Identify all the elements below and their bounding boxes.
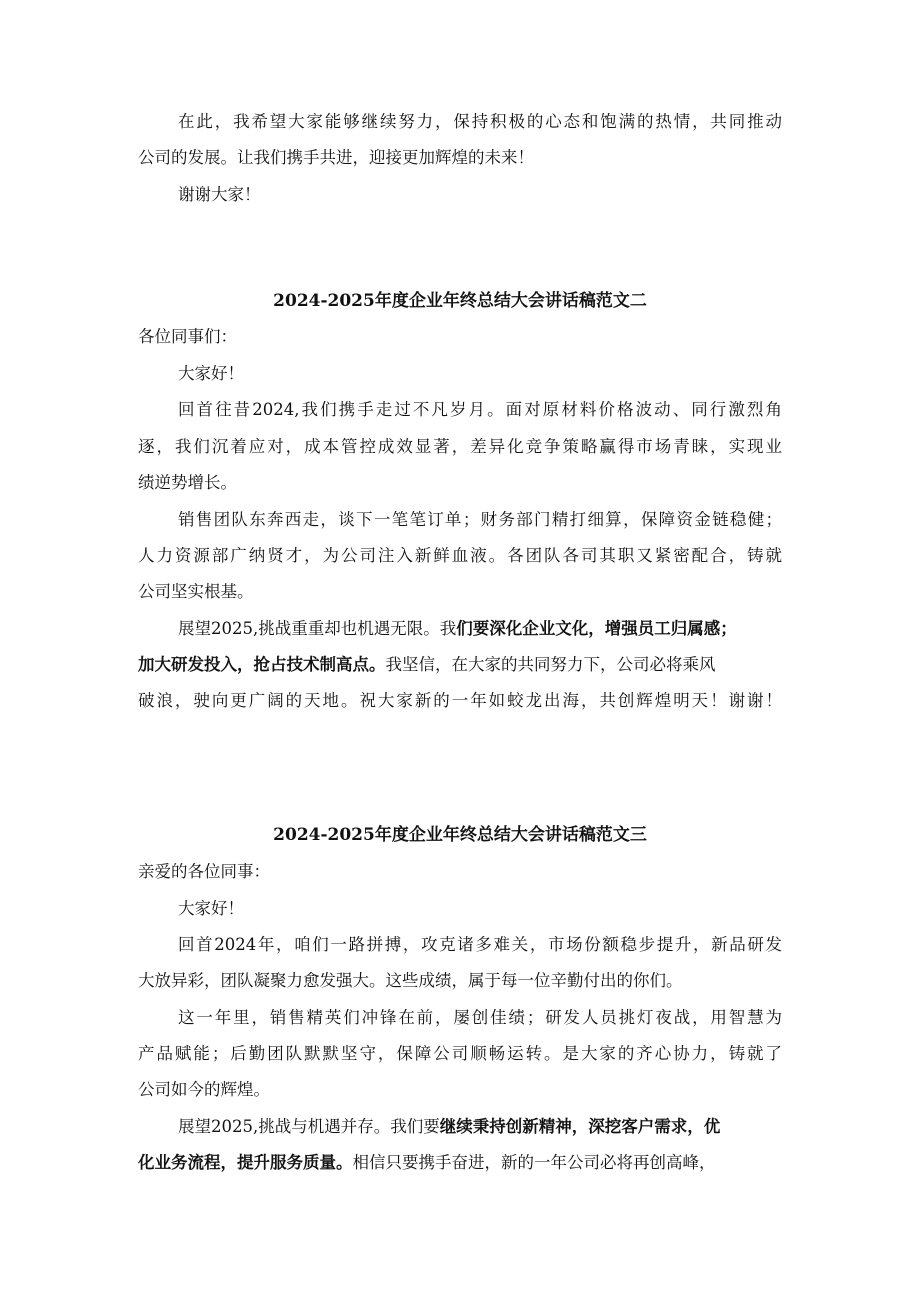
s2-salutation: 各位同事们：: [138, 327, 237, 346]
s3-paragraph-1-line-1: 回首2024年，咱们一路拼搏，攻克诸多难关，市场份额稳步提升，新品研发: [178, 935, 782, 954]
s2-p3-l1-bold: 们要深化企业文化，增强员工归属感；: [456, 619, 737, 638]
s3-paragraph-1-line-2: 大放异彩，团队凝聚力愈发强大。这些成绩，属于每一位辛勤付出的你们。: [138, 971, 683, 990]
s3-greeting: 大家好！: [178, 899, 244, 918]
s1-closing-thanks: 谢谢大家！: [178, 185, 261, 204]
s3-paragraph-3-line-1: [178, 1115, 782, 1139]
s3-p3-l2-normal: 相信只要携手奋进，新的一年公司必将再创高峰，: [352, 1153, 716, 1172]
s2-greeting: 大家好！: [178, 364, 244, 383]
s3-p3-l1-bold: 继续秉持创新精神，深挖客户需求，优: [439, 1117, 721, 1136]
s3-paragraph-3-line-2: [138, 1151, 782, 1175]
s3-paragraph-2-line-1: 这一年里，销售精英们冲锋在前，屡创佳绩；研发人员挑灯夜战，用智慧为: [178, 1008, 782, 1027]
s2-paragraph-2-line-3: 公司坚实根基。: [138, 582, 254, 601]
s2-p3-l1-normal: 展望2025,挑战重重却也机遇无限。我: [178, 619, 457, 638]
s2-paragraph-1-line-1: 回首往昔2024,我们携手走过不凡岁月。面对原材料价格波动、同行激烈角: [178, 400, 782, 419]
s2-title: 2024-2025年度企业年终总结大会讲话稿范文二: [273, 291, 647, 311]
s2-paragraph-3-line-1: [178, 617, 782, 641]
s2-p3-l2-normal: 我坚信，在大家的共同努力下，公司必将乘风: [385, 655, 716, 674]
s3-paragraph-2-line-3: 公司如今的辉煌。: [138, 1080, 270, 1099]
s1-paragraph-1-line-2: 公司的发展。让我们携手共进，迎接更加辉煌的未来！: [138, 148, 534, 167]
s3-p3-l1-normal: 展望2025,挑战与机遇并存。我们要: [178, 1117, 440, 1136]
s1-paragraph-1-line-1: 在此，我希望大家能够继续努力，保持积极的心态和饱满的热情，共同推动: [178, 112, 782, 131]
s2-paragraph-3-line-2: [138, 653, 782, 677]
s3-paragraph-2-line-2: 产品赋能；后勤团队默默坚守，保障公司顺畅运转。是大家的齐心协力，铸就了: [138, 1044, 782, 1063]
s3-salutation: 亲爱的各位同事：: [138, 862, 270, 881]
s3-p3-l2-bold: 化业务流程，提升服务质量。: [138, 1153, 353, 1172]
s3-title: 2024-2025年度企业年终总结大会讲话稿范文三: [273, 825, 647, 845]
s2-paragraph-1-line-3: 绩逆势增长。: [138, 473, 237, 492]
s2-paragraph-2-line-2: 人力资源部广纳贤才，为公司注入新鲜血液。各团队各司其职又紧密配合，铸就: [138, 546, 782, 565]
s2-p3-l2-bold: 加大研发投入，抢占技术制高点。: [138, 655, 386, 674]
s2-paragraph-3-line-3: 破浪，驶向更广阔的天地。祝大家新的一年如蛟龙出海，共创辉煌明天！谢谢！: [138, 691, 782, 710]
s2-paragraph-1-line-2: 逐，我们沉着应对，成本管控成效显著，差异化竞争策略赢得市场青睐，实现业: [138, 437, 782, 456]
s2-paragraph-2-line-1: 销售团队东奔西走，谈下一笔笔订单；财务部门精打细算，保障资金链稳健；: [178, 510, 782, 529]
